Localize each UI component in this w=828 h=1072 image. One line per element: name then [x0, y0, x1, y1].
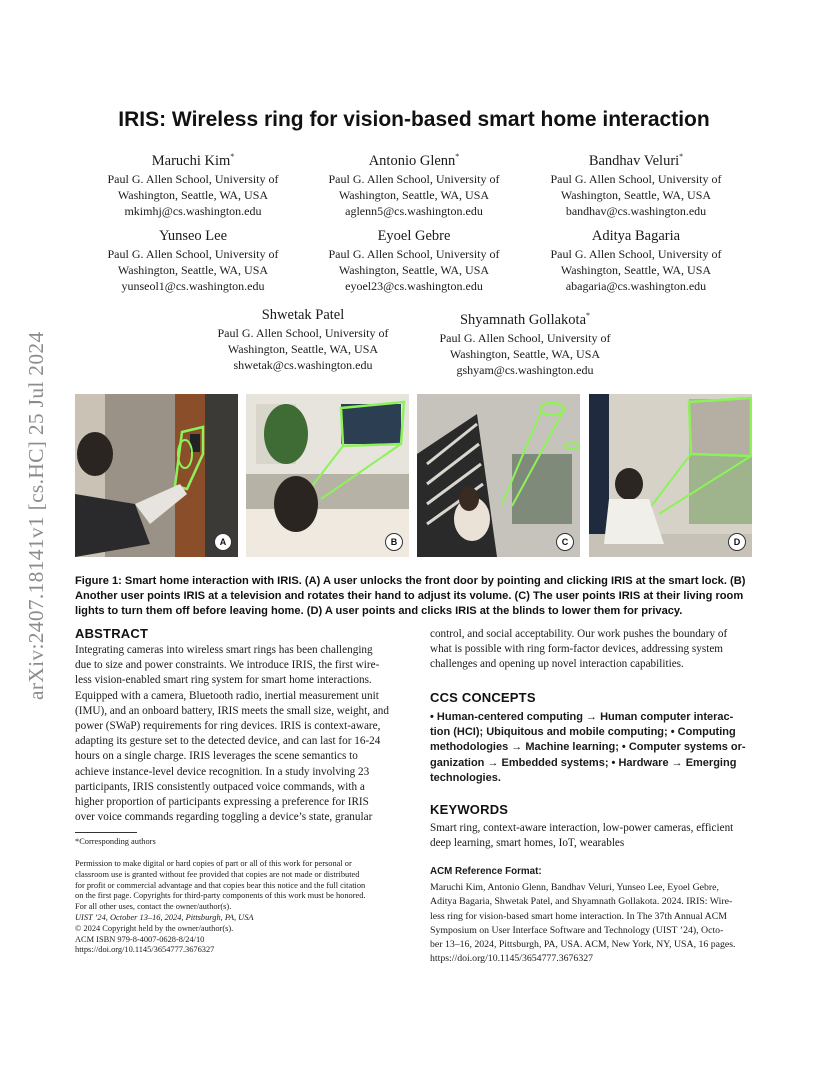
author-block: [198, 306, 408, 373]
author-name: Eyoel Gebre: [377, 228, 451, 244]
television-photo: [246, 394, 409, 557]
author-affiliation: Paul G. Allen School, University of: [439, 330, 611, 345]
author-affiliation: Paul G. Allen School, University of: [217, 326, 389, 340]
paper-title: IRIS: Wireless ring for vision-based smart home interaction: [118, 108, 710, 131]
author-block: Maruchi Kim* Paul G. Allen School, University of Washington, Seattle, WA, USA mkimhj@cs.washington.edu: [88, 147, 298, 219]
footnote: *Corresponding authors: [75, 837, 156, 846]
author-name: Shwetak Patel: [261, 307, 345, 323]
author-email: yunseol1@cs.washington.edu: [121, 279, 265, 293]
figure-panel-c: [417, 394, 580, 557]
figure-1: [75, 394, 752, 557]
panel-label: C: [556, 533, 574, 551]
ccs-heading: CCS CONCEPTS: [430, 690, 536, 705]
author-email: gshyam@cs.washington.edu: [456, 362, 594, 377]
footnote-rule: [75, 832, 137, 833]
abstract-continued: control, and social acceptability. Our work pushes the boundary of what is possible with ring form-factor devices, addressing system challenges and opening up novel interaction capabilities.: [430, 628, 728, 671]
abstract-body: Integrating cameras into wireless smart rings has been challenging due to size and power constraints. We introduce IRIS, the first wire- less vision-enabled smart ring system for smart home interactions. Equipped with a camera, Bluetooth radio, inertial measurement unit (IMU), and an onboard battery, IRIS meets the small size, weight, and power (SWaP) requirements for ring devices. IRIS is context-aware, adapting its gesture set to the detected device, and can last for 16-24 hours on a single charge. IRIS leverages the scene semantics to achieve instance-level device recognition. In a study involving 23 participants, IRIS consistently outpaced voice commands, with a higher proportion of participants expressing a preference for IRIS over voice commands regarding toggling a device’s state, granular: [75, 644, 389, 824]
window-blinds-photo: [589, 394, 752, 557]
author-block: [88, 227, 298, 294]
figure-panel-d: [589, 394, 752, 557]
author-affiliation: Paul G. Allen School, University of: [550, 247, 722, 261]
author-block: Bandhav Veluri* Paul G. Allen School, University of Washington, Seattle, WA, USA bandhav@cs.washington.edu: [531, 147, 741, 219]
figure-caption: Figure 1: Smart home interaction with IRIS. (A) A user unlocks the front door by pointing and clicking IRIS at the smart lock. (B) Another user points IRIS at a television and rotates their hand to adjust its volume. (C) The user points IRIS at their living room lights to turn them off before leaving home. (D) A user points and clicks IRIS at the blinds to lower them for privacy.: [75, 575, 746, 617]
author-affiliation: Washington, Seattle, WA, USA: [338, 263, 490, 277]
figure-panel-a: [75, 394, 238, 557]
reference-heading: ACM Reference Format:: [430, 866, 542, 877]
author-affiliation: Washington, Seattle, WA, USA: [560, 263, 712, 277]
author-name: Maruchi Kim: [151, 152, 231, 169]
author-email: abagaria@cs.washington.edu: [565, 279, 707, 293]
author-affiliation: Paul G. Allen School, University of: [107, 171, 279, 186]
permission-block: Permission to make digital or hard copies of part or all of this work for personal or classroom use is granted without fee provided that copies are not made or distributed for profit or commercial advantage and that copies bear this notice and the full citation on the first page. Copyrights for third-party components of this work must be honored. For all other uses, contact the owner/author(s). UIST ’24, October 13–16, 2024, Pittsburgh, PA, USA © 2024 Copyright held by the owner/author(s). ACM ISBN 979-8-4007-0628-8/24/10 https://doi.org/10.1145/3654777.3676327: [75, 859, 366, 955]
living-room-lights-photo: [417, 394, 580, 557]
author-affiliation: Paul G. Allen School, University of: [107, 247, 279, 261]
abstract-heading: ABSTRACT: [75, 626, 149, 641]
author-name: Yunseo Lee: [158, 228, 228, 244]
author-block: [309, 227, 519, 294]
author-name: Bandhav Veluri: [588, 152, 680, 169]
author-block: Shyamnath Gollakota* Paul G. Allen School, University of Washington, Seattle, WA, USA gshyam@cs.washington.edu: [420, 306, 630, 378]
author-name: Shyamnath Gollakota: [459, 311, 587, 328]
author-affiliation: Paul G. Allen School, University of: [328, 247, 500, 261]
author-email: bandhav@cs.washington.edu: [565, 203, 707, 218]
door-lock-photo: [75, 394, 238, 557]
author-name: Aditya Bagaria: [591, 228, 681, 244]
panel-label: A: [214, 533, 232, 551]
panel-label: B: [385, 533, 403, 551]
author-affiliation: Washington, Seattle, WA, USA: [227, 342, 379, 356]
figure-panel-b: [246, 394, 409, 557]
author-block: [531, 227, 741, 294]
author-affiliation: Washington, Seattle, WA, USA: [338, 187, 490, 202]
author-email: shwetak@cs.washington.edu: [233, 358, 373, 372]
reference-format: Maruchi Kim, Antonio Glenn, Bandhav Veluri, Yunseo Lee, Eyoel Gebre, Aditya Bagaria, Shwetak Patel, and Shyamnath Gollakota. 2024. IRIS: Wire- less ring for vision-based smart home interaction. In The 37th Annual ACM Symposium on User Interface Software and Technology (UIST ’24), Octo- ber 13–16, 2024, Pittsburgh, PA, USA. ACM, New York, NY, USA, 16 pages. https://doi.org/10.1145/3654777.3676327: [430, 882, 736, 965]
author-affiliation: Paul G. Allen School, University of: [550, 171, 722, 186]
author-affiliation: Washington, Seattle, WA, USA: [117, 263, 269, 277]
author-email: aglenn5@cs.washington.edu: [345, 203, 483, 218]
author-affiliation: Washington, Seattle, WA, USA: [449, 346, 601, 361]
arxiv-stamp: arXiv:2407.18141v1 [cs.HC] 25 Jul 2024: [24, 331, 48, 700]
author-email: eyoel23@cs.washington.edu: [345, 279, 483, 293]
ccs-concepts: • Human-centered computing → Human computer interac- tion (HCI); Ubiquitous and mobile computing; • Computing methodologies → Machine learning; • Computer systems or- ganization → Embedded systems; • Hardware → Emerging technologies.: [430, 711, 746, 784]
panel-label: D: [728, 533, 746, 551]
keywords-heading: KEYWORDS: [430, 802, 509, 817]
author-email: mkimhj@cs.washington.edu: [124, 203, 262, 218]
keywords-list: Smart ring, context-aware interaction, low-power cameras, efficient deep learning, smart homes, IoT, wearables: [430, 822, 734, 850]
author-affiliation: Paul G. Allen School, University of: [328, 171, 500, 186]
author-name: Antonio Glenn: [368, 152, 456, 169]
author-affiliation: Washington, Seattle, WA, USA: [117, 187, 269, 202]
author-block: Antonio Glenn* Paul G. Allen School, University of Washington, Seattle, WA, USA aglenn5@cs.washington.edu: [309, 147, 519, 219]
author-affiliation: Washington, Seattle, WA, USA: [560, 187, 712, 202]
